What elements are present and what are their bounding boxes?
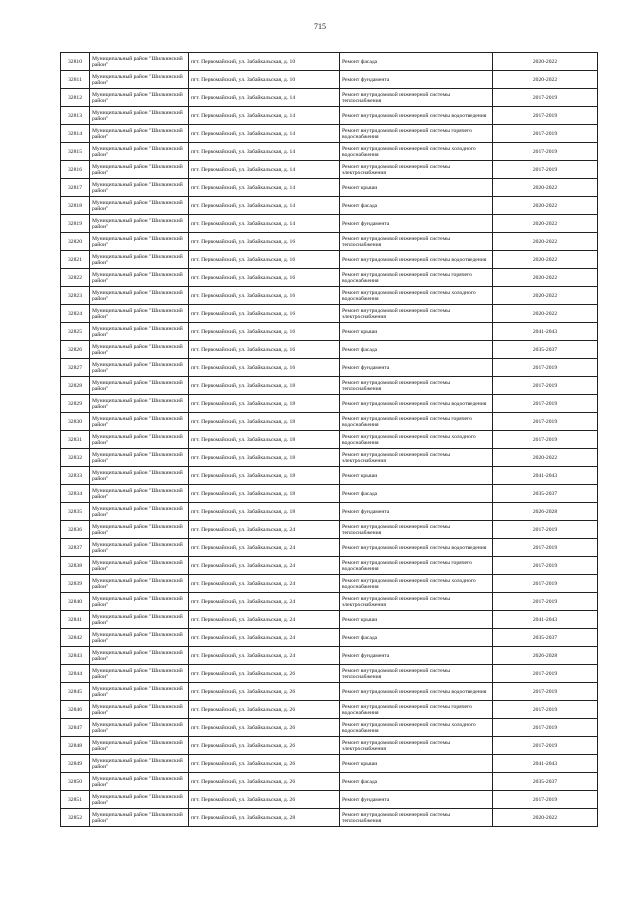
municipality-cell: Муниципальный район "Шилкинский район" <box>90 755 189 773</box>
work-type-cell: Ремонт внутридомовой инженерной системы электроснабжения <box>340 449 493 467</box>
period-cell: 2035-2037 <box>493 485 598 503</box>
row-number-cell: 32812 <box>61 89 90 107</box>
period-cell: 2041-2043 <box>493 323 598 341</box>
work-type-cell: Ремонт внутридомовой инженерной системы горячего водоснабжения <box>340 413 493 431</box>
row-number-cell: 32834 <box>61 485 90 503</box>
municipality-cell: Муниципальный район "Шилкинский район" <box>90 197 189 215</box>
work-type-cell: Ремонт фундамента <box>340 647 493 665</box>
table-row <box>61 179 598 197</box>
municipality-cell: Муниципальный район "Шилкинский район" <box>90 449 189 467</box>
work-type-cell: Ремонт внутридомовой инженерной системы холодного водоснабжения <box>340 431 493 449</box>
address-cell: пгт. Первомайский, ул. Забайкальская, д. 14 <box>189 143 340 161</box>
period-cell: 2020-2022 <box>493 449 598 467</box>
municipality-cell: Муниципальный район "Шилкинский район" <box>90 629 189 647</box>
municipality-cell: Муниципальный район "Шилкинский район" <box>90 377 189 395</box>
table-row <box>61 539 598 557</box>
municipality-cell: Муниципальный район "Шилкинский район" <box>90 233 189 251</box>
municipality-cell: Муниципальный район "Шилкинский район" <box>90 521 189 539</box>
row-number-cell: 32832 <box>61 449 90 467</box>
municipality-cell: Муниципальный район "Шилкинский район" <box>90 737 189 755</box>
municipality-cell: Муниципальный район "Шилкинский район" <box>90 179 189 197</box>
address-cell: пгт. Первомайский, ул. Забайкальская, д. 10 <box>189 71 340 89</box>
period-cell: 2026-2028 <box>493 647 598 665</box>
address-cell: пгт. Первомайский, ул. Забайкальская, д. 26 <box>189 773 340 791</box>
row-number-cell: 32815 <box>61 143 90 161</box>
address-cell: пгт. Первомайский, ул. Забайкальская, д. 28 <box>189 809 340 827</box>
period-cell: 2020-2022 <box>493 71 598 89</box>
table-row <box>61 647 598 665</box>
period-cell: 2017-2019 <box>493 737 598 755</box>
address-cell: пгт. Первомайский, ул. Забайкальская, д. 24 <box>189 521 340 539</box>
municipality-cell: Муниципальный район "Шилкинский район" <box>90 143 189 161</box>
row-number-cell: 32828 <box>61 377 90 395</box>
address-cell: пгт. Первомайский, ул. Забайкальская, д. 26 <box>189 683 340 701</box>
row-number-cell: 32840 <box>61 593 90 611</box>
row-number-cell: 32847 <box>61 719 90 737</box>
row-number-cell: 32822 <box>61 269 90 287</box>
period-cell: 2041-2043 <box>493 467 598 485</box>
period-cell: 2017-2019 <box>493 683 598 701</box>
period-cell: 2020-2022 <box>493 53 598 71</box>
period-cell: 2017-2019 <box>493 395 598 413</box>
address-cell: пгт. Первомайский, ул. Забайкальская, д. 14 <box>189 179 340 197</box>
municipality-cell: Муниципальный район "Шилкинский район" <box>90 719 189 737</box>
table-row <box>61 557 598 575</box>
municipality-cell: Муниципальный район "Шилкинский район" <box>90 485 189 503</box>
work-type-cell: Ремонт внутридомовой инженерной системы холодного водоснабжения <box>340 575 493 593</box>
table-row <box>61 125 598 143</box>
municipality-cell: Муниципальный район "Шилкинский район" <box>90 161 189 179</box>
municipality-cell: Муниципальный район "Шилкинский район" <box>90 701 189 719</box>
period-cell: 2035-2037 <box>493 341 598 359</box>
municipality-cell: Муниципальный район "Шилкинский район" <box>90 359 189 377</box>
address-cell: пгт. Первомайский, ул. Забайкальская, д. 26 <box>189 755 340 773</box>
table-row <box>61 53 598 71</box>
municipality-cell: Муниципальный район "Шилкинский район" <box>90 395 189 413</box>
row-number-cell: 32835 <box>61 503 90 521</box>
row-number-cell: 32817 <box>61 179 90 197</box>
table-row <box>61 71 598 89</box>
row-number-cell: 32836 <box>61 521 90 539</box>
municipality-cell: Муниципальный район "Шилкинский район" <box>90 665 189 683</box>
table-row <box>61 269 598 287</box>
table-row <box>61 593 598 611</box>
address-cell: пгт. Первомайский, ул. Забайкальская, д. 18 <box>189 449 340 467</box>
capital-repair-table <box>60 52 598 827</box>
row-number-cell: 32848 <box>61 737 90 755</box>
address-cell: пгт. Первомайский, ул. Забайкальская, д. 18 <box>189 485 340 503</box>
row-number-cell: 32820 <box>61 233 90 251</box>
work-type-cell: Ремонт внутридомовой инженерной системы горячего водоснабжения <box>340 701 493 719</box>
row-number-cell: 32843 <box>61 647 90 665</box>
period-cell: 2035-2037 <box>493 773 598 791</box>
work-type-cell: Ремонт внутридомовой инженерной системы водоотведения <box>340 395 493 413</box>
municipality-cell: Муниципальный район "Шилкинский район" <box>90 305 189 323</box>
address-cell: пгт. Первомайский, ул. Забайкальская, д. 14 <box>189 89 340 107</box>
municipality-cell: Муниципальный район "Шилкинский район" <box>90 791 189 809</box>
row-number-cell: 32839 <box>61 575 90 593</box>
municipality-cell: Муниципальный район "Шилкинский район" <box>90 593 189 611</box>
work-type-cell: Ремонт фундамента <box>340 359 493 377</box>
address-cell: пгт. Первомайский, ул. Забайкальская, д. 24 <box>189 629 340 647</box>
municipality-cell: Муниципальный район "Шилкинский район" <box>90 71 189 89</box>
municipality-cell: Муниципальный район "Шилкинский район" <box>90 269 189 287</box>
period-cell: 2041-2043 <box>493 755 598 773</box>
address-cell: пгт. Первомайский, ул. Забайкальская, д. 14 <box>189 197 340 215</box>
period-cell: 2017-2019 <box>493 89 598 107</box>
work-type-cell: Ремонт внутридомовой инженерной системы электроснабжения <box>340 305 493 323</box>
period-cell: 2020-2022 <box>493 215 598 233</box>
table-row <box>61 251 598 269</box>
municipality-cell: Муниципальный район "Шилкинский район" <box>90 53 189 71</box>
address-cell: пгт. Первомайский, ул. Забайкальская, д. 16 <box>189 305 340 323</box>
work-type-cell: Ремонт внутридомовой инженерной системы водоотведения <box>340 251 493 269</box>
address-cell: пгт. Первомайский, ул. Забайкальская, д. 24 <box>189 557 340 575</box>
work-type-cell: Ремонт внутридомовой инженерной системы горячего водоснабжения <box>340 269 493 287</box>
table-row <box>61 89 598 107</box>
row-number-cell: 32831 <box>61 431 90 449</box>
work-type-cell: Ремонт внутридомовой инженерной системы теплоснабжения <box>340 665 493 683</box>
row-number-cell: 32850 <box>61 773 90 791</box>
table-row <box>61 683 598 701</box>
table-row <box>61 431 598 449</box>
table-row <box>61 701 598 719</box>
work-type-cell: Ремонт внутридомовой инженерной системы водоотведения <box>340 107 493 125</box>
period-cell: 2017-2019 <box>493 701 598 719</box>
address-cell: пгт. Первомайский, ул. Забайкальская, д. 10 <box>189 53 340 71</box>
table-row <box>61 665 598 683</box>
municipality-cell: Муниципальный район "Шилкинский район" <box>90 215 189 233</box>
period-cell: 2017-2019 <box>493 593 598 611</box>
address-cell: пгт. Первомайский, ул. Забайкальская, д. 24 <box>189 611 340 629</box>
table-row <box>61 377 598 395</box>
municipality-cell: Муниципальный район "Шилкинский район" <box>90 683 189 701</box>
period-cell: 2020-2022 <box>493 305 598 323</box>
period-cell: 2017-2019 <box>493 413 598 431</box>
municipality-cell: Муниципальный район "Шилкинский район" <box>90 557 189 575</box>
address-cell: пгт. Первомайский, ул. Забайкальская, д. 18 <box>189 377 340 395</box>
municipality-cell: Муниципальный район "Шилкинский район" <box>90 413 189 431</box>
address-cell: пгт. Первомайский, ул. Забайкальская, д. 26 <box>189 791 340 809</box>
work-type-cell: Ремонт внутридомовой инженерной системы теплоснабжения <box>340 809 493 827</box>
municipality-cell: Муниципальный район "Шилкинский район" <box>90 539 189 557</box>
municipality-cell: Муниципальный район "Шилкинский район" <box>90 467 189 485</box>
row-number-cell: 32846 <box>61 701 90 719</box>
row-number-cell: 32852 <box>61 809 90 827</box>
municipality-cell: Муниципальный район "Шилкинский район" <box>90 287 189 305</box>
row-number-cell: 32827 <box>61 359 90 377</box>
address-cell: пгт. Первомайский, ул. Забайкальская, д. 18 <box>189 395 340 413</box>
work-type-cell: Ремонт фасада <box>340 197 493 215</box>
municipality-cell: Муниципальный район "Шилкинский район" <box>90 575 189 593</box>
address-cell: пгт. Первомайский, ул. Забайкальская, д. 24 <box>189 593 340 611</box>
address-cell: пгт. Первомайский, ул. Забайкальская, д. 16 <box>189 359 340 377</box>
row-number-cell: 32844 <box>61 665 90 683</box>
work-type-cell: Ремонт фасада <box>340 485 493 503</box>
work-type-cell: Ремонт крыши <box>340 611 493 629</box>
period-cell: 2017-2019 <box>493 359 598 377</box>
work-type-cell: Ремонт внутридомовой инженерной системы водоотведения <box>340 683 493 701</box>
period-cell: 2017-2019 <box>493 125 598 143</box>
period-cell: 2026-2028 <box>493 503 598 521</box>
address-cell: пгт. Первомайский, ул. Забайкальская, д. 24 <box>189 647 340 665</box>
row-number-cell: 32818 <box>61 197 90 215</box>
row-number-cell: 32842 <box>61 629 90 647</box>
period-cell: 2020-2022 <box>493 269 598 287</box>
table-row <box>61 359 598 377</box>
table-row <box>61 773 598 791</box>
table-row <box>61 575 598 593</box>
period-cell: 2041-2043 <box>493 611 598 629</box>
row-number-cell: 32819 <box>61 215 90 233</box>
address-cell: пгт. Первомайский, ул. Забайкальская, д. 18 <box>189 431 340 449</box>
period-cell: 2017-2019 <box>493 719 598 737</box>
address-cell: пгт. Первомайский, ул. Забайкальская, д. 18 <box>189 467 340 485</box>
table-row <box>61 143 598 161</box>
row-number-cell: 32833 <box>61 467 90 485</box>
period-cell: 2020-2022 <box>493 287 598 305</box>
table-row <box>61 719 598 737</box>
work-type-cell: Ремонт фундамента <box>340 791 493 809</box>
address-cell: пгт. Первомайский, ул. Забайкальская, д. 18 <box>189 413 340 431</box>
address-cell: пгт. Первомайский, ул. Забайкальская, д. 26 <box>189 719 340 737</box>
address-cell: пгт. Первомайский, ул. Забайкальская, д. 26 <box>189 701 340 719</box>
table-row <box>61 107 598 125</box>
period-cell: 2017-2019 <box>493 377 598 395</box>
period-cell: 2017-2019 <box>493 161 598 179</box>
municipality-cell: Муниципальный район "Шилкинский район" <box>90 647 189 665</box>
period-cell: 2020-2022 <box>493 251 598 269</box>
period-cell: 2020-2022 <box>493 179 598 197</box>
address-cell: пгт. Первомайский, ул. Забайкальская, д. 26 <box>189 665 340 683</box>
table-row <box>61 305 598 323</box>
table-row <box>61 791 598 809</box>
table-body <box>61 53 598 827</box>
address-cell: пгт. Первомайский, ул. Забайкальская, д. 16 <box>189 251 340 269</box>
table-row <box>61 395 598 413</box>
address-cell: пгт. Первомайский, ул. Забайкальская, д. 14 <box>189 161 340 179</box>
table-row <box>61 467 598 485</box>
page-number: 715 <box>314 22 326 31</box>
work-type-cell: Ремонт внутридомовой инженерной системы электроснабжения <box>340 737 493 755</box>
row-number-cell: 32810 <box>61 53 90 71</box>
period-cell: 2017-2019 <box>493 539 598 557</box>
work-type-cell: Ремонт внутридомовой инженерной системы горячего водоснабжения <box>340 125 493 143</box>
period-cell: 2017-2019 <box>493 107 598 125</box>
work-type-cell: Ремонт внутридомовой инженерной системы теплоснабжения <box>340 377 493 395</box>
period-cell: 2017-2019 <box>493 521 598 539</box>
table-row <box>61 215 598 233</box>
period-cell: 2017-2019 <box>493 143 598 161</box>
municipality-cell: Муниципальный район "Шилкинский район" <box>90 251 189 269</box>
address-cell: пгт. Первомайский, ул. Забайкальская, д. 16 <box>189 233 340 251</box>
work-type-cell: Ремонт фасада <box>340 341 493 359</box>
address-cell: пгт. Первомайский, ул. Забайкальская, д. 24 <box>189 575 340 593</box>
row-number-cell: 32811 <box>61 71 90 89</box>
work-type-cell: Ремонт внутридомовой инженерной системы горячего водоснабжения <box>340 557 493 575</box>
address-cell: пгт. Первомайский, ул. Забайкальская, д. 16 <box>189 323 340 341</box>
municipality-cell: Муниципальный район "Шилкинский район" <box>90 323 189 341</box>
row-number-cell: 32813 <box>61 107 90 125</box>
address-cell: пгт. Первомайский, ул. Забайкальская, д. 26 <box>189 737 340 755</box>
address-cell: пгт. Первомайский, ул. Забайкальская, д. 18 <box>189 503 340 521</box>
table-row <box>61 197 598 215</box>
period-cell: 2020-2022 <box>493 233 598 251</box>
table-row <box>61 287 598 305</box>
address-cell: пгт. Первомайский, ул. Забайкальская, д. 16 <box>189 287 340 305</box>
work-type-cell: Ремонт внутридомовой инженерной системы теплоснабжения <box>340 521 493 539</box>
period-cell: 2017-2019 <box>493 431 598 449</box>
municipality-cell: Муниципальный район "Шилкинский район" <box>90 107 189 125</box>
period-cell: 2017-2019 <box>493 791 598 809</box>
table-row <box>61 485 598 503</box>
period-cell: 2017-2019 <box>493 575 598 593</box>
table-row <box>61 521 598 539</box>
address-cell: пгт. Первомайский, ул. Забайкальская, д. 14 <box>189 125 340 143</box>
table-row <box>61 755 598 773</box>
work-type-cell: Ремонт внутридомовой инженерной системы теплоснабжения <box>340 233 493 251</box>
municipality-cell: Муниципальный район "Шилкинский район" <box>90 503 189 521</box>
municipality-cell: Муниципальный район "Шилкинский район" <box>90 89 189 107</box>
table-row <box>61 413 598 431</box>
work-type-cell: Ремонт фасада <box>340 629 493 647</box>
table-row <box>61 161 598 179</box>
table-row <box>61 233 598 251</box>
work-type-cell: Ремонт фундамента <box>340 503 493 521</box>
table-row <box>61 341 598 359</box>
table-row <box>61 323 598 341</box>
period-cell: 2020-2022 <box>493 197 598 215</box>
work-type-cell: Ремонт фундамента <box>340 71 493 89</box>
work-type-cell: Ремонт внутридомовой инженерной системы холодного водоснабжения <box>340 719 493 737</box>
row-number-cell: 32849 <box>61 755 90 773</box>
municipality-cell: Муниципальный район "Шилкинский район" <box>90 809 189 827</box>
work-type-cell: Ремонт внутридомовой инженерной системы водоотведения <box>340 539 493 557</box>
table-row <box>61 809 598 827</box>
row-number-cell: 32851 <box>61 791 90 809</box>
address-cell: пгт. Первомайский, ул. Забайкальская, д. 14 <box>189 107 340 125</box>
address-cell: пгт. Первомайский, ул. Забайкальская, д. 16 <box>189 269 340 287</box>
period-cell: 2035-2037 <box>493 629 598 647</box>
municipality-cell: Муниципальный район "Шилкинский район" <box>90 773 189 791</box>
municipality-cell: Муниципальный район "Шилкинский район" <box>90 125 189 143</box>
work-type-cell: Ремонт фасада <box>340 773 493 791</box>
row-number-cell: 32841 <box>61 611 90 629</box>
table-row <box>61 629 598 647</box>
table-row <box>61 737 598 755</box>
work-type-cell: Ремонт внутридомовой инженерной системы теплоснабжения <box>340 89 493 107</box>
work-type-cell: Ремонт крыши <box>340 323 493 341</box>
address-cell: пгт. Первомайский, ул. Забайкальская, д. 14 <box>189 215 340 233</box>
row-number-cell: 32816 <box>61 161 90 179</box>
row-number-cell: 32838 <box>61 557 90 575</box>
table-row <box>61 503 598 521</box>
work-type-cell: Ремонт внутридомовой инженерной системы холодного водоснабжения <box>340 287 493 305</box>
municipality-cell: Муниципальный район "Шилкинский район" <box>90 431 189 449</box>
table-row <box>61 449 598 467</box>
municipality-cell: Муниципальный район "Шилкинский район" <box>90 341 189 359</box>
row-number-cell: 32830 <box>61 413 90 431</box>
row-number-cell: 32837 <box>61 539 90 557</box>
table-row <box>61 611 598 629</box>
municipality-cell: Муниципальный район "Шилкинский район" <box>90 611 189 629</box>
row-number-cell: 32825 <box>61 323 90 341</box>
row-number-cell: 32823 <box>61 287 90 305</box>
row-number-cell: 32829 <box>61 395 90 413</box>
row-number-cell: 32824 <box>61 305 90 323</box>
row-number-cell: 32814 <box>61 125 90 143</box>
work-type-cell: Ремонт внутридомовой инженерной системы холодного водоснабжения <box>340 143 493 161</box>
period-cell: 2017-2019 <box>493 557 598 575</box>
work-type-cell: Ремонт крыши <box>340 755 493 773</box>
work-type-cell: Ремонт крыши <box>340 179 493 197</box>
address-cell: пгт. Первомайский, ул. Забайкальская, д. 16 <box>189 341 340 359</box>
address-cell: пгт. Первомайский, ул. Забайкальская, д. 24 <box>189 539 340 557</box>
period-cell: 2020-2022 <box>493 809 598 827</box>
work-type-cell: Ремонт фундамента <box>340 215 493 233</box>
work-type-cell: Ремонт фасада <box>340 53 493 71</box>
row-number-cell: 32821 <box>61 251 90 269</box>
row-number-cell: 32845 <box>61 683 90 701</box>
work-type-cell: Ремонт внутридомовой инженерной системы электроснабжения <box>340 161 493 179</box>
period-cell: 2017-2019 <box>493 665 598 683</box>
work-type-cell: Ремонт крыши <box>340 467 493 485</box>
work-type-cell: Ремонт внутридомовой инженерной системы электроснабжения <box>340 593 493 611</box>
row-number-cell: 32826 <box>61 341 90 359</box>
